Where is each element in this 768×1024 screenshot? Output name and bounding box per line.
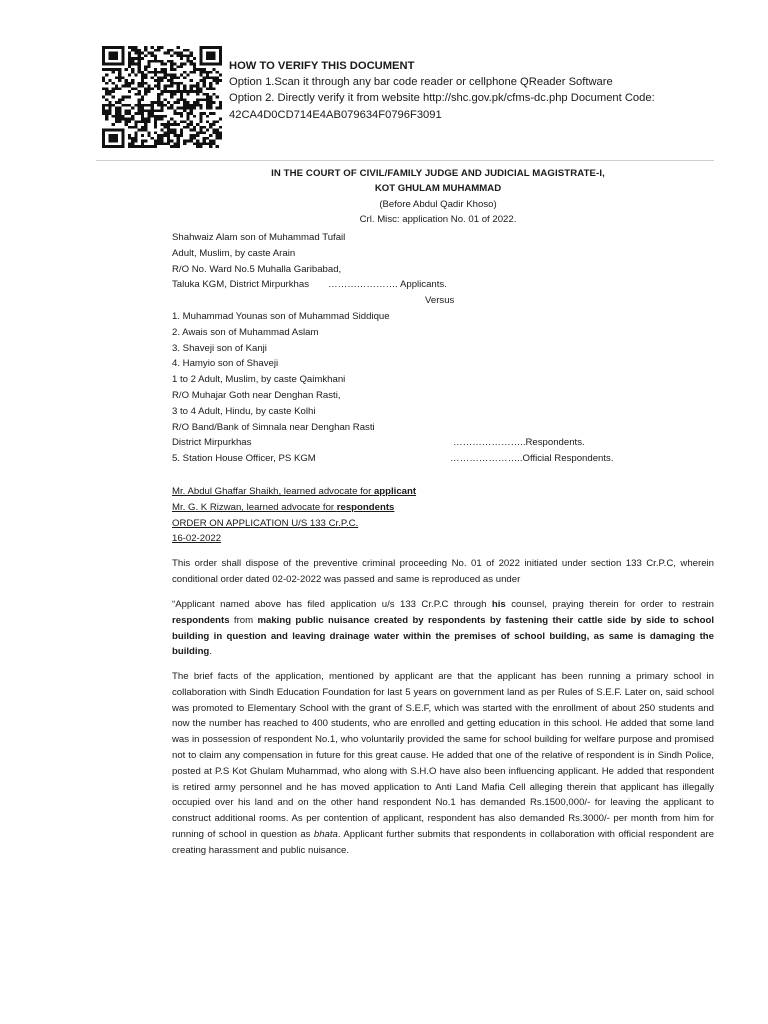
respondent-line: R/O Muhajar Goth near Denghan Rasti, [172,389,341,401]
official-respondent: 5. Station House Officer, PS KGM [172,453,316,465]
paragraph-conditional-order [172,597,714,660]
respondent-line [172,435,732,451]
respondents-designation: …………………..Respondents. [453,437,585,449]
applicant-line: Shahwaiz Alam son of Muhammad Tufail [172,232,346,243]
respondent-line: 4. Hamyio son of Shaveji [172,358,279,370]
judge-name: (Before Abdul Qadir Khoso) [379,199,497,210]
respondent-line: 1 to 2 Adult, Muslim, by caste Qaimkhani [172,374,346,386]
respondent-counsel [172,500,416,516]
verify-option-1: Option 1.Scan it through any bar code reader or cellphone QReader Software [229,76,613,89]
counsel-block [172,484,416,547]
applicant-counsel [172,484,416,500]
court-location: KOT GHULAM MUHAMMAD [374,183,502,194]
applicants-designation: …………………. Applicants. [328,279,447,291]
respondent-line: 1. Muhammad Younas son of Muhammad Siddique [172,310,390,322]
verification-block [229,58,655,123]
order-title: ORDER ON APPLICATION U/S 133 Cr.P.C. [172,517,359,529]
applicant-line: R/O No. Ward No.5 Muhalla Garibabad, [172,263,342,275]
official-respondents-designation: …………………..Official Respondents. [450,453,614,465]
order-date: 16-02-2022 [172,533,222,545]
respondent-line [172,451,732,467]
p2-text: . [209,646,212,658]
case-number: Crl. Misc: application No. 01 of 2022. [359,214,517,225]
p2-bold: his [491,599,506,610]
p2-bold: making public nuisance created by respondents by fastening their cattle side by side to school building in question and leaving drainage water within the premises of school building, as same is damaging the building [172,614,714,658]
respondent-line: 3. Shaveji son of Kanji [172,342,267,354]
respondent-counsel-text: Mr. G. K Rizwan, learned advocate for [172,501,337,513]
applicant-line [172,277,732,293]
respondent-line: 2. Awais son of Muhammad Aslam [172,326,319,338]
qr-code [102,46,222,148]
p2-text: from [229,614,258,626]
p3-italic: bhata [313,828,338,840]
respondent-line: 3 to 4 Adult, Hindu, by caste Kolhi [172,405,316,417]
p2-text: counsel, praying therein for order to restrain [505,599,714,610]
respondent-district: District Mirpurkhas [172,437,252,449]
respondent-line: R/O Band/Bank of Simnala near Denghan Rasti [172,421,375,433]
parties-block [172,230,732,467]
document-code: 42CA4D0CD714E4AB079634F0796F3091 [229,108,442,121]
paragraph-intro: This order shall dispose of the preventive criminal proceeding No. 01 of 2022 initiated under section 133 Cr.P.C, wherein conditional order dated 02-02-2022 was passed and same is reproduced as under [172,558,714,585]
court-title: IN THE COURT OF CIVIL/FAMILY JUDGE AND JUDICIAL MAGISTRATE-I, [271,168,605,179]
p3-text: . Applicant further submits that respondents in collaboration with official respondent are creating harassment and public nuisance. [172,828,714,856]
versus-label: Versus [425,295,455,307]
p2-bold: respondents [172,614,230,626]
applicant-line: Adult, Muslim, by caste Arain [172,247,296,259]
respondent-counsel-role: respondents [336,501,395,513]
header-divider [96,160,714,161]
applicant-address: Taluka KGM, District Mirpurkhas [172,279,310,291]
verify-heading: HOW TO VERIFY THIS DOCUMENT [229,60,415,72]
applicant-counsel-text: Mr. Abdul Ghaffar Shaikh, learned advocate for [172,486,374,497]
applicant-counsel-role: applicant [373,486,417,497]
paragraph-brief-facts [172,669,714,859]
p2-text: “Applicant named above has filed application u/s 133 Cr.P.C through [172,599,492,610]
p3-text: The brief facts of the application, mentioned by applicant are that the applicant has been running a primary school in collaboration with Sindh Education Foundation for last 5 years on government land as per Rules of S.E.F. Later on, said school was promoted to Elementary School with the grant of S.E.F, which was started with the enrollment of about 250 students and now the number has reached to 400 students, who are enrolled and getting education in this school. He added that some land was in possession of respondent No.1, who voluntarily provided the same for school building for welfare purpose and promised not to claim any compensation in future for this great cause. He added that one of the relative of respondent is in Sindh Police, posted at P.S Kot Ghulam Muhammad, who along with S.H.O have also been influencing applicant. He added that respondent is retired army personnel and he has moved application to Anti Land Mafia Cell alleging therein that applicant has illegally occupied over his land and on the other hand respondent No.1 has demanded Rs.1500,000/- for leaving the applicant to construct additional rooms. As per contention of applicant, respondent has also demanded Rs.3000/- per month from him for running of school in question as [172,671,714,840]
verify-option-2: Option 2. Directly verify it from website http://shc.gov.pk/cfms-dc.php Document Code: [229,92,655,105]
